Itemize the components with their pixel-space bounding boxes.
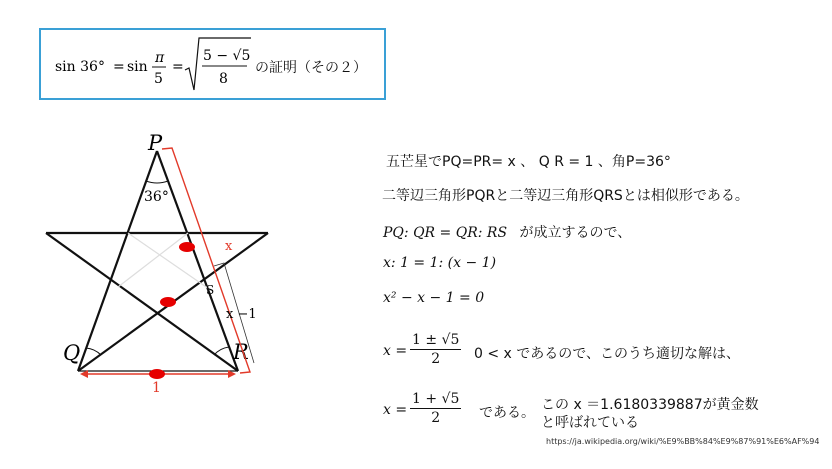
label-x-minus-1: x −1 (226, 307, 257, 322)
label-Q: Q (63, 341, 81, 365)
title-five: 5 (154, 71, 163, 87)
proof-line-7-den: 2 (431, 410, 441, 426)
marker-base (149, 369, 165, 379)
proof-line-7-fraction (410, 391, 461, 427)
title-sqrt-sign (185, 38, 251, 90)
construction-line-2 (118, 233, 188, 287)
proof-line-1: 五芒星でPQ=PR= x 、 Q R = 1 、角P=36° (386, 154, 671, 170)
title-eq2: = (172, 59, 184, 75)
title-sin: sin (127, 59, 148, 75)
proof-line-3-math: PQ: QR = QR: RS (383, 225, 508, 241)
proof-line-5: x² − x − 1 = 0 (383, 290, 485, 306)
title-sin36: sin 36° (55, 59, 105, 75)
pentagram-figure (30, 120, 290, 400)
angle-arc-Q (86, 348, 101, 355)
proof-line-3 (383, 222, 631, 242)
proof-line-7-num: 1 + √5 (412, 391, 460, 407)
label-P: P (148, 131, 163, 155)
label-angle: 36° (144, 189, 169, 205)
title-radicand-num: 5 − √5 (203, 48, 251, 64)
title-formula (51, 30, 261, 96)
marker-upper (179, 242, 195, 252)
title-box (39, 28, 386, 100)
construction-line-1 (128, 233, 212, 291)
title-radicand-den: 8 (219, 71, 228, 87)
golden-number-note-1: この x ＝1.6180339887が黄金数 (541, 397, 759, 413)
proof-line-3-text: が成立するので、 (519, 225, 632, 241)
title-pi: π (155, 50, 165, 66)
label-base-1: 1 (152, 380, 161, 396)
proof-line-6-den: 2 (431, 351, 441, 367)
title-eq1: = (113, 59, 125, 75)
label-S: S (206, 283, 215, 297)
proof-line-7-text: である。 (479, 405, 535, 421)
label-R: R (233, 340, 249, 364)
proof-line-2: 二等辺三角形PQRと二等辺三角形QRSとは相似形である。 (382, 188, 749, 204)
proof-line-6-text: 0 < x であるので、このうち適切な解は、 (474, 346, 740, 362)
source-url: https://ja.wikipedia.org/wiki/%E9%BB%84%E9%87%91%E6%AF%94 (546, 437, 820, 446)
proof-line-4: x: 1 = 1: (x − 1) (383, 255, 497, 271)
proof-line-6-num: 1 ± √5 (412, 332, 460, 348)
marker-middle (160, 297, 176, 307)
label-x: x (225, 239, 233, 254)
proof-line-7-lhs: x = (383, 402, 408, 418)
proof-line-6-lhs: x = (383, 343, 408, 359)
golden-number-note-2: と呼ばれている (541, 415, 639, 431)
star-lines (46, 151, 268, 371)
angle-arc-P (146, 181, 168, 183)
proof-line-6-fraction (410, 332, 461, 368)
edge-P-Q (78, 151, 157, 371)
title-caption: の証明（その２） (255, 60, 367, 76)
angle-arc-R (214, 347, 229, 355)
